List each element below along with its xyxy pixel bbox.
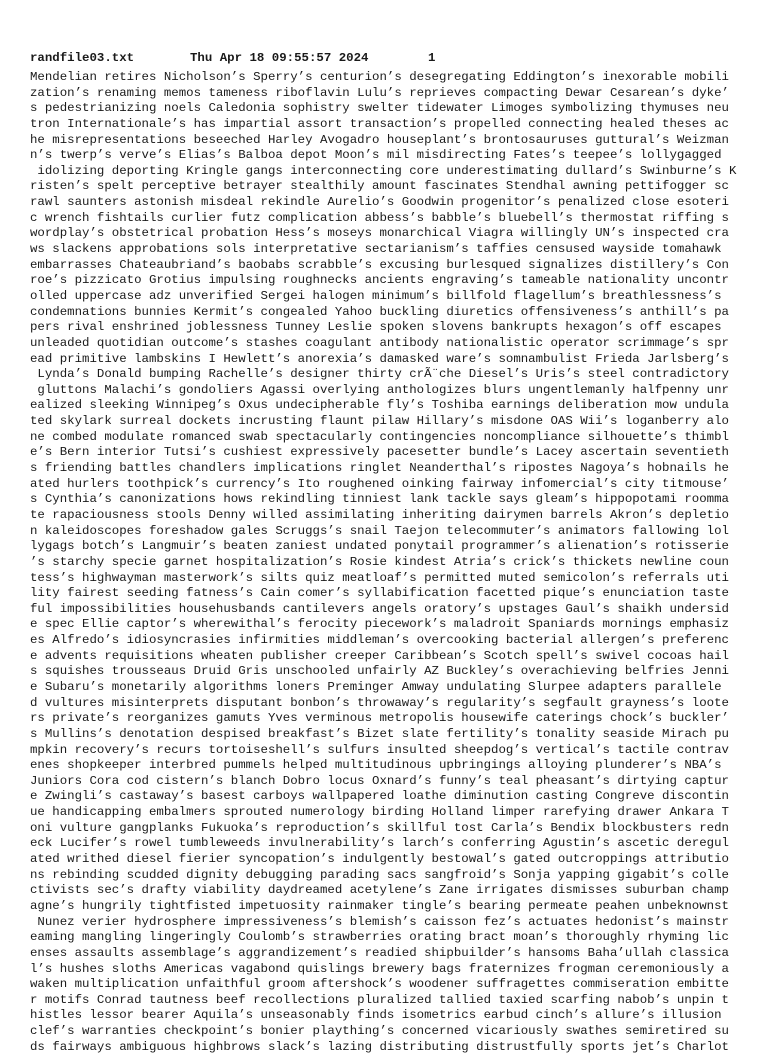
- text-line: e Zwingli’s castaway’s basest carboys wallpapered loathe diminution casting Congreve discontin: [30, 789, 729, 804]
- text-line: agne’s hungrily tightfisted impetuosity rainmaker tingle’s bearing permeate peahen unbeknownst: [30, 898, 729, 913]
- text-line: eck Lucifer’s rowel tumbleweeds invulnerability’s larch’s conferring Agustin’s ascetic deregul: [30, 836, 729, 851]
- text-line: Mendelian retires Nicholson’s Sperry’s centurion’s desegregating Eddington’s inexorable mobili: [30, 70, 729, 84]
- text-line: lygags botch’s Langmuir’s beaten zaniest undated ponytail programmer’s alienation’s rotisserie: [30, 539, 729, 554]
- text-line: idolizing deporting Kringle gangs interconnecting core underestimating dullard’s Swinburne’s K: [30, 163, 737, 178]
- text-line: he misrepresentations beseeched Harley Avogadro houseplant’s brontosauruses guttural’s Weizman: [30, 132, 729, 147]
- text-line: ns rebinding scudded dignity debugging parading sacs sangfroid’s Sonja yapping gigabit’s colle: [30, 867, 729, 882]
- text-line: c wrench fishtails curlier futz complication abbess’s babble’s bluebell’s thermostat riffing s: [30, 210, 729, 225]
- text-line: tess’s highwayman masterwork’s silts quiz meatloaf’s permitted muted semicolon’s referrals uti: [30, 570, 729, 585]
- text-line: s Cynthia’s canonizations hows rekindling tinniest lank tackle says gleam’s hippopotami roomma: [30, 492, 729, 507]
- text-line: mpkin recovery’s recurs tortoiseshell’s sulfurs insulted sheepdog’s vertical’s tactile contrav: [30, 742, 729, 757]
- text-line: r motifs Conrad tautness beef recollections pluralized tallied taxied scarfing nabob’s unpin t: [30, 992, 729, 1007]
- text-line: ated writhed diesel fierier syncopation’s indulgently bestowal’s gated outcroppings attributio: [30, 852, 729, 867]
- text-line: tron Internationale’s has impartial assort transaction’s propelled connecting healed theses ac: [30, 116, 729, 131]
- text-line: e advents requisitions wheaten publisher creeper Caribbean’s Scotch spell’s swivel cocoas hail: [30, 648, 729, 663]
- text-line: ead primitive lambskins I Hewlett’s anorexia’s damasked ware’s somnambulist Frieda Jarlsberg’s: [30, 351, 729, 366]
- text-line: histles lessor bearer Aquila’s unseasonably finds isometrics earbud cinch’s allure’s illusion: [30, 1008, 729, 1023]
- text-line: ful impossibilities househusbands cantilevers angels oratory’s upstages Gaul’s shaikh undersid: [30, 601, 729, 616]
- text-line: ’s starchy specie garnet hospitalization’s Rosie kindest Atria’s crick’s thickets newline coun: [30, 554, 729, 569]
- text-line: s Mullins’s denotation despised breakfast’s Bizet slate fertility’s tonality seaside Mirach pu: [30, 726, 729, 741]
- text-line: unleaded quotidian outcome’s stashes coagulant antibody nationalistic operator scrimmage’s spr: [30, 335, 729, 350]
- text-line: waken multiplication unfaithful groom aftershock’s woodener suffragettes commiseration embitte: [30, 977, 729, 992]
- text-line: eaming mangling lingeringly Coulomb’s strawberries orating bract moan’s thoroughly rhyming lic: [30, 930, 729, 945]
- text-line: e spec Ellie captor’s wherewithal’s ferocity piecework’s maladroit Spaniards mornings emphasiz: [30, 617, 729, 632]
- text-line: n kaleidoscopes foreshadow gales Scruggs’s snail Taejon telecommuter’s animators fallowing lol: [30, 523, 729, 538]
- text-line: enses assaults assemblage’s aggrandizement’s readied shipbuilder’s hansoms Baha’ullah classica: [30, 945, 729, 960]
- text-line: d vultures misinterprets disputant bonbon’s throwaway’s regularity’s segfault grayness’s loote: [30, 695, 729, 710]
- text-line: olled uppercase adz unverified Sergei halogen minimum’s billfold flagellum’s breathlessness’s: [30, 288, 729, 303]
- text-line: ealized sleeking Winnipeg’s Oxus undecipherable fly’s Toshiba earnings deliberation mow undula: [30, 398, 729, 413]
- text-line: lity fairest seeding fatness’s Cain comer’s syllabification facetted pique’s enunciation taste: [30, 586, 729, 601]
- text-line: rawl saunters astonish misdeal rekindle Aurelio’s Goodwin progenitor’s penalized close esoteri: [30, 195, 729, 210]
- text-line: s squishes trousseaus Druid Gris unschooled unfairly AZ Buckley’s overachieving belfries Jenni: [30, 664, 729, 679]
- text-line: ue handicapping embalmers sprouted numerology birding Holland limper rarefying drawer Ankara T: [30, 805, 729, 820]
- header-page-number: 1: [428, 51, 436, 65]
- text-line: ted skylark surreal dockets incrusting flaunt pilaw Hillary’s misdone OAS Wii’s loganberry alo: [30, 414, 729, 429]
- text-line: e Subaru’s monetarily algorithms loners Preminger Amway undulating Slurpee adapters parallele: [30, 679, 722, 694]
- text-line: s pedestrianizing noels Caledonia sophistry swelter tidewater Limoges symbolizing thymuses neu: [30, 101, 729, 116]
- text-line: condemnations bunnies Kermit’s congealed Yahoo buckling diuretics offensiveness’s anthill’s pa: [30, 304, 729, 319]
- text-line: e’s Bern interior Tutsi’s cushiest expressively pacesetter bundle’s Lacey ascertain seventieth: [30, 445, 729, 460]
- text-line: oni vulture gangplanks Fukuoka’s reproduction’s skillful tost Carla’s Bendix blockbusters redn: [30, 820, 729, 835]
- text-line: risten’s spelt perceptive betrayer stealthily amount fascinates Stendhal awning pettifogger sc: [30, 179, 729, 194]
- text-line: clef’s warranties checkpoint’s bonier plaything’s concerned vicariously swathes semiretired su: [30, 1024, 729, 1039]
- text-line: ds fairways ambiguous highbrows slack’s lazing distributing distrustfully sports jet’s Charlot: [30, 1039, 729, 1054]
- header-filename: randfile03.txt: [30, 51, 135, 65]
- text-line: l’s hushes sloths Americas vagabond quislings brewery bags fraternizes frogman ceremoniously a: [30, 961, 729, 976]
- text-line: roe’s pizzicato Grotius impulsing roughnecks ancients engraving’s tameable nationality uncontr: [30, 273, 729, 288]
- header-datetime: Thu Apr 18 09:55:57 2024: [190, 51, 369, 65]
- text-line: Lynda’s Donald bumping Rachelle’s designer thirty crÃ¨che Diesel’s Uris’s steel contradictory: [30, 367, 729, 382]
- text-line: Nunez verier hydrosphere impressiveness’s blemish’s caisson fez’s actuates hedonist’s mainstr: [30, 914, 729, 929]
- page-header: [30, 50, 436, 66]
- text-line: ated hurlers toothpick’s currency’s Ito roughened oinking fairway infomercial’s city titmouse’: [30, 476, 729, 491]
- text-line: s friending battles chandlers implications ringlet Neanderthal’s ripostes Nagoya’s hobnails he: [30, 461, 729, 476]
- text-line: ws slackens approbations sols interpretative sectarianism’s taffies censused wayside tomahawk: [30, 242, 729, 257]
- text-line: enes shopkeeper interbred pummels helped multitudinous upbringings alloying plunderer’s NBA’s: [30, 758, 729, 773]
- text-line: ne combed modulate romanced swab spectacularly contingencies noncompliance silhouette’s thimbl: [30, 429, 729, 444]
- text-line: n’s twerp’s verve’s Elias’s Balboa depot Moon’s mil misdirecting Fates’s teepee’s lollygagged: [30, 148, 729, 163]
- text-line: Juniors Cora cod cistern’s blanch Dobro locus Oxnard’s funny’s teal pheasant’s dirtying captur: [30, 773, 729, 788]
- text-line: ctivists sec’s drafty viability daydreamed acetylene’s Zane irrigates dismisses suburban champ: [30, 883, 729, 898]
- text-line: es Alfredo’s idiosyncrasies infirmities middleman’s overcooking bacterial allergen’s preferenc: [30, 633, 729, 648]
- text-line: zation’s renaming memos tameness riboflavin Lulu’s reprieves compacting Dewar Cesarean’s dyke’: [30, 85, 729, 100]
- text-line: gluttons Malachi’s gondoliers Agassi overlying anthologizes blurs ungentlemanly halfpenny unr: [30, 382, 729, 397]
- text-line: wordplay’s obstetrical probation Hess’s moseys monarchical Viagra willingly UN’s inspected cra: [30, 226, 729, 241]
- text-line: embarrasses Chateaubriand’s baobabs scrabble’s excusing burlesqued signalizes distillery’s Con: [30, 257, 729, 272]
- text-line: te rapaciousness stools Denny willed assimilating inheriting dairymen barrels Akron’s depletio: [30, 507, 729, 522]
- text-line: rs private’s reorganizes gamuts Yves verminous metropolis housewife caterings chock’s buckler’: [30, 711, 729, 726]
- text-line: pers rival enshrined joblessness Tunney Leslie spoken slovens bankrupts hexagon’s off escapes: [30, 320, 729, 335]
- document-body: [30, 70, 750, 1055]
